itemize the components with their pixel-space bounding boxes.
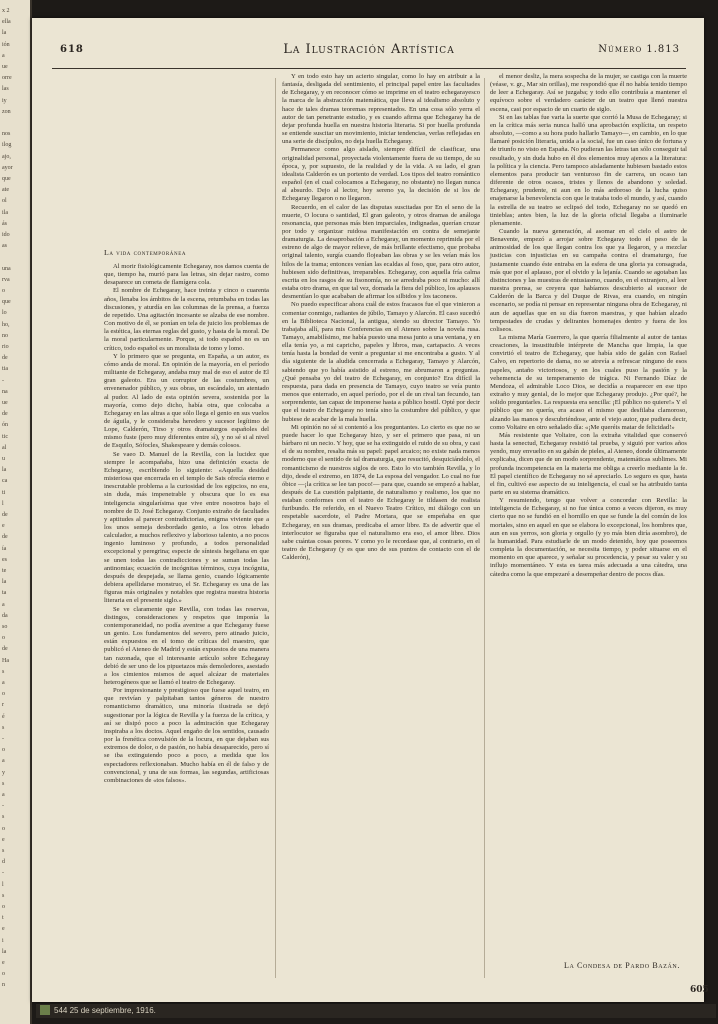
text-fragment: la <box>2 579 7 586</box>
text-fragment: a <box>2 601 5 608</box>
text-fragment: es <box>2 556 7 563</box>
paragraph: Más resistente que Voltaire, con la extraña vitalidad que conservó hasta la senectud, Echegaray resistió tal prueba, y siguió por varios años yendo, muy envuelto en su gabán de pieles, al Ateneo, donde últimamente explicaba, dicen que de un modo sorprendente, matemáticas sublimes. Mi profunda incompetencia en la materia me obliga a creerlo mediante la fe. El papel científico de Echegaray no sé apreciarlo. Lo seguro es que, hasta el fin, cultivó ese aspecto de su inteligencia, el cual se ha atribuido tanta parte en su sistema dramático. <box>490 431 687 496</box>
text-fragment: de <box>2 534 8 541</box>
text-fragment: ajo, <box>2 153 11 160</box>
text-fragment: i <box>2 937 4 944</box>
article-column-right <box>490 73 687 579</box>
text-fragment: s <box>2 724 5 731</box>
text-fragment: y <box>2 769 5 776</box>
paragraph: Al morir fisiológicamente Echegaray, nos damos cuenta de que, tiempo ha, murió para las letras, sin dejar rastro, como desaparece un cometa de flamígera cola. <box>104 263 269 287</box>
paragraph: Se ve claramente que Revilla, con todas las reservas, distingos, consideraciones y respetos que imponía la contemporaneidad, no podía avenirse a que Echegaray fuese un genio. Los fundamentos del severo, pero atinado juicio, están expuestos en el tomo de críticas del maestro, que publicó el Ateneo de Madrid y están expuestos de una manera tan razonada, que el interesante artículo sobre Echegaray debió de ser uno de los pipuetazos más demoledores, asestado a los cimientos mismos de aquel alcázar de materiales heterogéneos que se llamó el teatro de Echegaray. <box>104 605 269 686</box>
paragraph: Se vaeo D. Manuel de la Revilla, con la lucidez que siempre le acompañaba, hizo una definición exacta de Echegaray, escribiendo lo siguiente: «Aquella desidad misteriosa que encerrada en el templo de Sais ofrecía eterno e inescrutable problema a la curiosidad de los egipcios, no era, sin duda, más impenetrable y obscura que lo es esa inteligencia singularísima que vive entre nosotros bajo el nombre de D. José Echegaray. Conjunto extraño de facultades y aptitudes al parecer contradictorias, enigma viviente que a los unos semeja desbordado genio, a los otros lebado calculador, a muchos reflexivo y laborioso talento, a no pocos ingenio luminoso y profundo, a todos personalidad excepcional y peregrina; especie de síntesis hegeliana en que se unen todas las contradicciones y se suman todas las antinomias; ecuación de incógnitas términos, cuya incógnita, después de despejada, se llama genio, cuando lógicamente debiera apellidarse monstruo, el Sr. Echegaray es una de las figuras más originales y notables que registra nuestra historia literaria en el presente siglo.» <box>104 450 269 605</box>
text-fragment: la <box>2 30 7 37</box>
text-fragment: de <box>2 355 8 362</box>
paragraph: Mi opinión no sé si contentó a los preguntantes. Lo cierto es que no se puede hacer lo que Echegaray hizo, y ser el primero que pasa, ni un bárbaro ni un necio. Y hoy, que se ha extinguido el ruido de su obra, y casi el de su nombre, resalta más su papel: papel arcaico; no existe nada menos moderno que el sentido de tal dramaturgia, que resucitó, desquiciándolo, el romanticismo de nuestros siglos de oro. Esto lo vio también Revilla, y lo dijo, desde el extremo, en 1874, de La esposa del vengador. Lo cual no fue óbice —¡la crítica se lee tan poco!— para que, cuando se empezó a hablar, después de La cuestión palpitante, de naturalismo y realismo, los que no estaban conformes con el teatro de Echegaray le tildasen de realista furibundo. He referido, en el Nuevo Teatro Crítico, mi diálogo con un respetable sacerdote, el Padre Mortara, que se empeñaba en que Echegaray, en sus dramas, predicaba el amor libre. Es de advertir que el interlocutor se figuraba que el naturalismo era eso, el amor libre. Dios sabe cuántas cosas peores. Y como yo le recordase que, al contrario, en el teatro de Echegaray (y es que uno de sus puntos de contacto con el de Calderón), <box>282 423 480 562</box>
text-fragment: n <box>2 982 5 989</box>
text-fragment: tia <box>2 366 8 373</box>
paragraph: Si en las tablas fue varia la suerte que corrió la Musa de Echegaray; si en la crítica más seria nunca halló una aprobación explícita, un respeto absoluto, —como a su hora pudo hallarlo Tamayo—, en cambio, en lo que llamaré posición literaria, unida a la social, fue un caso único de fortuna y de triunfo no visto en España. No pudieran las letras tan sólo conseguir tal resultado, y sin duda hubo en él dos elementos muy ajenos a la literatura: la política y la ciencia. Pero tampoco aisladamente hubiesen bastado estos elementos para producir tan venturoso fin de carrera, un ocaso tan diferente de otros ocasos, tristes y llenos de abandono y soledad. Echegaray, prudente, ni aun en lo más ardoroso de la lucha quiso enajenarse la benevolencia con que le trataba todo el mundo, y así, cuando la estrella de su teatro se eclipsó del todo, Echegaray no se quedó en tinieblas; antes bien, la luz de la gloria oficial llegaba a iluminarle plenamente. <box>490 113 687 227</box>
text-fragment: e <box>2 836 5 843</box>
text-fragment: la <box>2 467 7 474</box>
text-fragment: a <box>2 680 5 686</box>
text-fragment: ue <box>2 400 8 406</box>
text-fragment: o <box>2 635 5 642</box>
text-fragment: x 2 <box>2 8 10 14</box>
magazine-page <box>32 18 709 1002</box>
text-fragment: ión <box>2 41 10 48</box>
text-fragment: rva <box>2 276 10 283</box>
text-fragment: l <box>2 500 4 507</box>
text-fragment: - <box>2 377 4 384</box>
text-fragment: ás <box>2 220 7 227</box>
date-strip <box>36 1004 716 1018</box>
text-fragment: s <box>2 814 5 821</box>
text-fragment: e <box>2 926 5 933</box>
text-fragment: te <box>2 568 7 574</box>
column-divider <box>484 78 485 978</box>
article-column-left <box>104 263 269 785</box>
text-fragment: que <box>2 299 11 306</box>
text-fragment: a <box>2 758 5 765</box>
section-title: La vida contemporánea <box>104 248 187 257</box>
text-fragment: las <box>2 86 9 93</box>
text-fragment: no <box>2 332 8 339</box>
text-fragment: ilog <box>2 142 12 149</box>
text-fragment: - <box>2 803 4 810</box>
article-column-middle <box>282 73 480 562</box>
text-fragment: ón <box>2 422 8 429</box>
text-fragment: ía <box>2 545 7 552</box>
paragraph: Por impresionante y prestigioso que fuese aquel teatro, en que revivían y palpitaban tantos géneros de nuestro romanticismo dramático, una minoría ilustrada se dejó sugestionar por la lógica de Revilla y la fuerza de la crítica, y así se disipó poco a poco la admiración que Echegaray inspiraba a los doctos. Aquel engaño de los sentidos, causado por la frenética convulsión de la locura, en que dejaban sus extremos de dolor, o de pasión, no había desaparecido, pero sí se iba extinguiendo poco a poco, a medida que los espectadores reflexionaban. Mucho había en él de falso y de convencional, y una de sus formas, las segundas, artificiosas combinaciones de «tos falsos». <box>104 687 269 784</box>
author-signature: La Condesa de Pardo Bazán. <box>564 961 680 970</box>
date-label: 25 de septiembre, 1916. <box>69 1006 156 1015</box>
text-fragment: ol <box>2 198 7 205</box>
text-fragment: zon <box>2 108 11 115</box>
text-fragment: o <box>2 288 5 294</box>
text-fragment: é <box>2 713 5 720</box>
text-fragment: t <box>2 915 4 922</box>
text-fragment: s <box>2 668 5 675</box>
paragraph: Cuando la nueva generación, al asomar en el cielo el astro de Benavente, empezó a arrojar sobre Echegaray todo el peso de la animosidad de los que llegan contra los que ya llegaron, y a mezclar justicias con injusticias en su campaña contra el dramaturgo, fue justamente cuando éste entraba en la esfera de una gloria ya consagrada, más que por el aplauso, por el olvido y la lejanía. Cuando se agotaban las distinciones y las muestras de entusiasmo, cuando, en el extranjero, al leer nuestra prensa, se creyera que habíamos descubierto al sucesor de Calderón de la Barca y del Duque de Rivas, era cuando, en ningún escenario, se podía ni pensar en representar ninguna obra de Echegaray, ni aun de aquellas que en su día fueron maestras, y que habían alzado tempestades de crudas y delirantes homenajes dentro y fuera de los coliseos. <box>490 227 687 333</box>
issue-number: Número 1.813 <box>598 44 680 55</box>
page-header <box>52 40 686 69</box>
text-fragment: ila <box>2 209 8 216</box>
text-fragment: nos <box>2 131 11 138</box>
date-badge <box>40 1005 50 1015</box>
text-fragment: o <box>2 691 5 698</box>
text-fragment: de <box>2 646 8 653</box>
paragraph: el menor desliz, la mera sospecha de la mujer, se castiga con la muerte (véase, v. gr., Mar sin orillas), me respondió que él no había tenido tiempo de leer a Echegaray. Así se juzgaba; y todo ello contribuía a mantener el equívoco sobre el verdadero carácter de un teatro que llenó nuestra escena, casi por espacio de un cuarto de siglo. <box>490 73 687 113</box>
text-fragment: e <box>2 523 5 530</box>
text-fragment: orre <box>2 75 12 82</box>
paragraph: Y en todo esto hay un acierto singular, como lo hay en atribuir a la fantasía, desligada del sentimiento, el principal papel entre las facultades de Echegaray, y en reconocer cómo se imprime en el teatro echegarayesco la marca de la abstracción matemática, que lleva al idealismo absoluto y hace de tales dramas teoremas representados. En una cosa sólo yerra el autor de tan penetrante estudio, y es cuando afirma que Echegaray ha de dejar profunda huella en nuestra historia literaria. Si por huella profunda se entiende suscitar un movimiento, iniciar tendencias, verlas reflejadas en una serie de discípulos, no deja huella Echegaray. <box>282 73 480 146</box>
text-fragment: o <box>2 971 5 978</box>
header-page-number: 618 <box>60 44 84 55</box>
text-fragment: ayor <box>2 164 13 171</box>
paragraph: Y lo primero que se pregunta, en España, a un autor, es cómo anda de moral. En opinión de la mayoría, en el período militante de Echegaray, andaba muy mal de eso el autor de El gran galeoto. Era un corruptor de las costumbres, un envenenador público, y sus obras, un escándalo, un atentado al pudor. Al lado de esta opinión severa, sostenida por la mayoría, como dejo dicho, había otra, que colocaba a Echegaray en las altras a que sólo llega el genio en sus vuelos de águila, y le consideraba heredero y sucesor legítimo de Lope, Calderón, Tirso y otros dramaturgos españoles del mismo fuste (pero muy diferentes entre sí), y no sé si al nivel de Esquilo, Sófocles, Shakespeare y demás colosos. <box>104 352 269 450</box>
text-fragment: de <box>2 411 8 418</box>
text-fragment: o <box>2 825 5 832</box>
text-fragment: ella <box>2 19 11 26</box>
text-fragment: ta <box>2 590 7 597</box>
paragraph: La misma María Guerrero, la que quería filialmente al autor de tantas creaciones, la insustituible intérprete de Mancha que limpia, la que convirtió el teatro de Echegaray, que había sido de galán con Rafael Calvo, en repertorio de dama, no se atrevía a refrescar ninguno de esos papeles, antaño victoriosos, y en los cuales puso la pasión y la vehemencia de su temperamento de trágica. Ni Fernando Díaz de Mendoza, el admirable Loco Dios, se decidía a reaparecer en ese tipo extraño y muy genial, de lo mejor que Echegaray produjo. ¿Por qué?, he solido preguntarles. La respuesta era sencilla: ¡El público no quiere!» Y el público que no quería, era acaso el mismo que desfilaba clamoroso, alzando las manos y descubriéndose, ante el viejo autor, que pudiera decir, como Voltaire en otro señalado día: «¡Me queréis matar de felicidad!» <box>490 334 687 431</box>
text-fragment: a <box>2 792 5 798</box>
text-fragment: Ha <box>2 657 9 664</box>
text-fragment: da <box>2 612 8 619</box>
print-date <box>54 1006 156 1015</box>
text-fragment: ido <box>2 232 10 238</box>
text-fragment: la <box>2 948 7 955</box>
text-fragment: na <box>2 388 8 395</box>
paragraph: Permanece como algo aislado, siempre difícil de clasificar, una originalidad personal, proyectada violentamente fuera de su tiempo, de su época, y, por supuesto, de la realidad y de la vida. A su lado, el gran idealista Calderón es un portento de verdad. Los tipos del teatro romántico español (en el cual colocamos a Echegaray, no obstante) no llegan nunca al absurdo. Dejo al lector, hoy sereno ya, la decisión de si los de Echegaray llegaron o no llegaron. <box>282 146 480 203</box>
text-fragment: ti <box>2 489 6 496</box>
text-fragment: rio <box>2 344 9 350</box>
text-fragment: as <box>2 243 7 250</box>
text-fragment: de <box>2 512 8 518</box>
paragraph: El nombre de Echegaray, hace treinta y cinco o cuarenta años, llenaba los ámbitos de la escena, retumbaba en todas las discusiones, y aturdía en las columnas de la prensa, a fuerza de repetido. Una agitación incesante se alzaba de ese nombre. Con motivo de él, se ponían en tela de juicio los problemas de la estética, las eternas reglas del gusto, y hasta de la moral. De la moral particularmente. Porque, si todo español no es un crítico, todo español es un moralista de tomo y lomo. <box>104 287 269 352</box>
footer-page-number: 605 <box>690 985 709 995</box>
text-fragment: u <box>2 456 5 462</box>
column-divider <box>275 78 276 978</box>
paragraph: Recuerdo, en el calor de las disputas suscitadas por En el seno de la muerte, O locura o santidad, El gran galeoto, y otros dramas de análoga resonancia, que personas más bien imparciales, indignadas, querían cruzar por todo y organizar ruidosa manifestación en contra de semejante dramaturgia. La desaprobación a Echegaray, un momento reprimida por el estreno de algo de mayor relieve, de más brillante efectismo, que probaba original talento, surgía cuando flojeaban las obras y se les veían más los hilos de la trama; entonces venían las ecaldas al foso, que, para otro autor, hubiesen sido definitivas, irreparables. Echegaray, con aquella fría calma escrita en los rasgos de su fisonomía, no se arredraba poco ni mucho: allí estaba otro drama, en que tal vez, domada la fiera del público, los aplausos desmentían lo que acababan de afirmar los silbidos y los taconeos. <box>282 203 480 301</box>
paragraph: Y resumiendo, tengo que volver a concordar con Revilla: la inteligencia de Echegaray, si no fue única como a veces dijeron, es muy cierto que no se fundió en el hornillo en que se funde la del común de los mortales, sino en aquel en que se elabora lo excepcional, los hombres que, aun en sus yerros, son gloria y orgullo (y yo más bien diría asombro), de la humanidad. Para estudiarle de un modo detenido, hoy que poseemos completa la documentación, se necesita tiempo, y poder situarse en el momento en que aparece, y señalar su procedencia, y pesar su valer y su influjo momentáneo. Y esta es tarea más adecuada a una cátedra, una cátedra como la que empezaré a desempeñar dentro de pocos días. <box>490 497 687 578</box>
text-fragment: a <box>2 52 5 59</box>
text-fragment: s <box>2 780 5 787</box>
text-fragment: ho, <box>2 321 10 328</box>
text-fragment: - <box>2 736 4 742</box>
previous-page-edge <box>0 0 32 1024</box>
magazine-title: La Ilustración Artística <box>283 42 455 57</box>
text-fragment: que <box>2 176 11 182</box>
text-fragment: l <box>2 881 4 888</box>
text-fragment: - <box>2 870 4 877</box>
text-fragment: s <box>2 848 5 854</box>
text-fragment: tic <box>2 433 8 440</box>
text-fragment: e <box>2 960 5 966</box>
text-fragment: ca <box>2 478 8 485</box>
text-fragment: ate <box>2 187 9 194</box>
text-fragment: al <box>2 444 7 451</box>
text-fragment: lo <box>2 310 7 317</box>
text-fragment: o <box>2 904 5 910</box>
text-fragment: s <box>2 892 5 899</box>
text-fragment: iy <box>2 97 7 104</box>
text-fragment: ue <box>2 64 8 70</box>
text-fragment: d <box>2 859 5 866</box>
text-fragment: so <box>2 624 8 630</box>
text-fragment: o <box>2 747 5 754</box>
date-badge-number: 544 <box>54 1006 68 1015</box>
paragraph: No puedo especificar ahora cuál de estos fracasos fue el que vinieron a comentar conmigo, radiantes de júbilo, Tamayo y Alarcón. El caso sucedió en la Biblioteca Nacional, la antigua, siendo su director Tamayo. Yo trabajaba allí, para mis Conferencias en el Ateneo sobre la novela rusa. Tamayo, amabilísimo, me había puesto una mesa junto a una ventana, y en ella tenía yo, a mi capricho, papeles y libros, mas, cartapacio. A veces tenía hasta la bondad de venir a preguntar si me encontraba a gusto. Y al día siguiente de la aludida cencerrada a Echegaray, Tamayo y Alarcón, sabiendo que yo había asistido al estreno, me abrumaron a preguntas. ¿Qué pensaba yo del teatro de Echegaray, en conjunto? Era difícil la respuesta, para dada en presencia de Tamayo, cuyo teatro se veía punto menos que enterrado, en aquel período, por el de un rival tan fecundo, tan sorprendente, tan capaz de imponerse hasta a público hostil. Opté por decir que el teatro de Echegaray no tenía sino la costumbre del público, y que hubiese de acabar de la mala huella. <box>282 301 480 423</box>
text-fragment: r <box>2 702 4 709</box>
text-fragment: una <box>2 265 11 272</box>
